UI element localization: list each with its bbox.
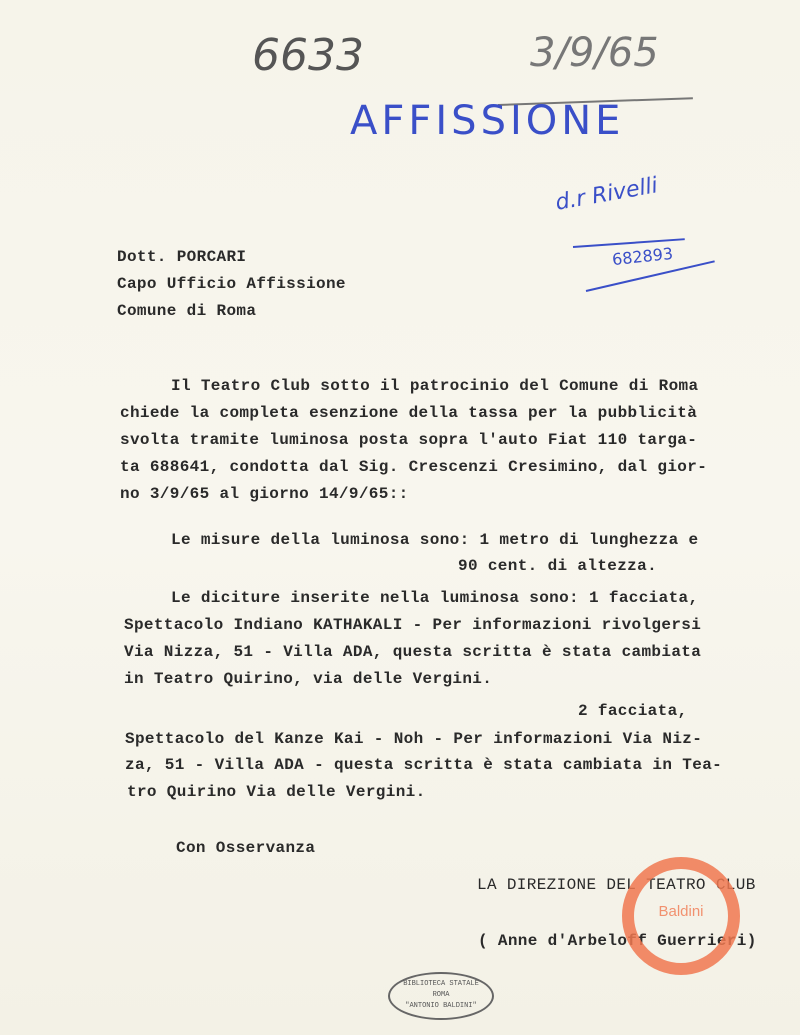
body-line: 90 cent. di altezza. <box>458 557 658 575</box>
signature-name: ( Anne d'Arbeloff Guerrieri) <box>478 932 757 950</box>
addressee-title: Capo Ufficio Affissione <box>117 275 346 293</box>
library-stamp <box>388 972 494 1020</box>
body-line: chiede la completa esenzione della tassa per la pubblicità <box>120 404 698 422</box>
body-line: Le misure della luminosa sono: 1 metro di lunghezza e <box>171 531 699 549</box>
addressee-name: Dott. PORCARI <box>117 248 247 266</box>
handwritten-date: 3/9/65 <box>530 30 659 76</box>
stamp-line: ROMA <box>432 991 450 999</box>
body-line: svolta tramite luminosa posta sopra l'auto Fiat 110 targa- <box>120 431 698 449</box>
body-line: 2 facciata, <box>578 702 688 720</box>
body-line: Spettacolo Indiano KATHAKALI - Per informazioni rivolgersi <box>124 616 702 634</box>
body-line: Le diciture inserite nella luminosa sono: 1 facciata, <box>171 589 699 607</box>
body-line: za, 51 - Villa ADA - questa scritta è stata cambiata in Tea- <box>125 756 723 774</box>
body-line: Il Teatro Club sotto il patrocinio del Comune di Roma <box>171 377 699 395</box>
body-line: ta 688641, condotta dal Sig. Crescenzi Cresimino, dal gior- <box>120 458 708 476</box>
body-line: Spettacolo del Kanze Kai - Noh - Per informazioni Via Niz- <box>125 730 703 748</box>
addressee-office: Comune di Roma <box>117 302 257 320</box>
assignee-annotation: d.r Rivelli <box>553 173 660 216</box>
subject-annotation: AFFISSIONE <box>350 98 625 144</box>
body-line: no 3/9/65 al giorno 14/9/65:: <box>120 485 409 503</box>
body-line: Via Nizza, 51 - Villa ADA, questa scritta è stata cambiata <box>124 643 702 661</box>
reference-number: 682893 <box>611 243 674 270</box>
protocol-number: 6633 <box>252 30 364 81</box>
body-line: in Teatro Quirino, via delle Vergini. <box>124 670 493 688</box>
watermark-text: Baldini <box>658 902 704 920</box>
closing: Con Osservanza <box>176 839 316 857</box>
signature-org: LA DIREZIONE DEL TEATRO CLUB <box>477 876 756 894</box>
body-line: tro Quirino Via delle Vergini. <box>127 783 426 801</box>
stamp-line: "ANTONIO BALDINI" <box>405 1002 477 1010</box>
stamp-line: BIBLIOTECA STATALE <box>403 980 479 988</box>
baldini-watermark <box>622 857 740 975</box>
